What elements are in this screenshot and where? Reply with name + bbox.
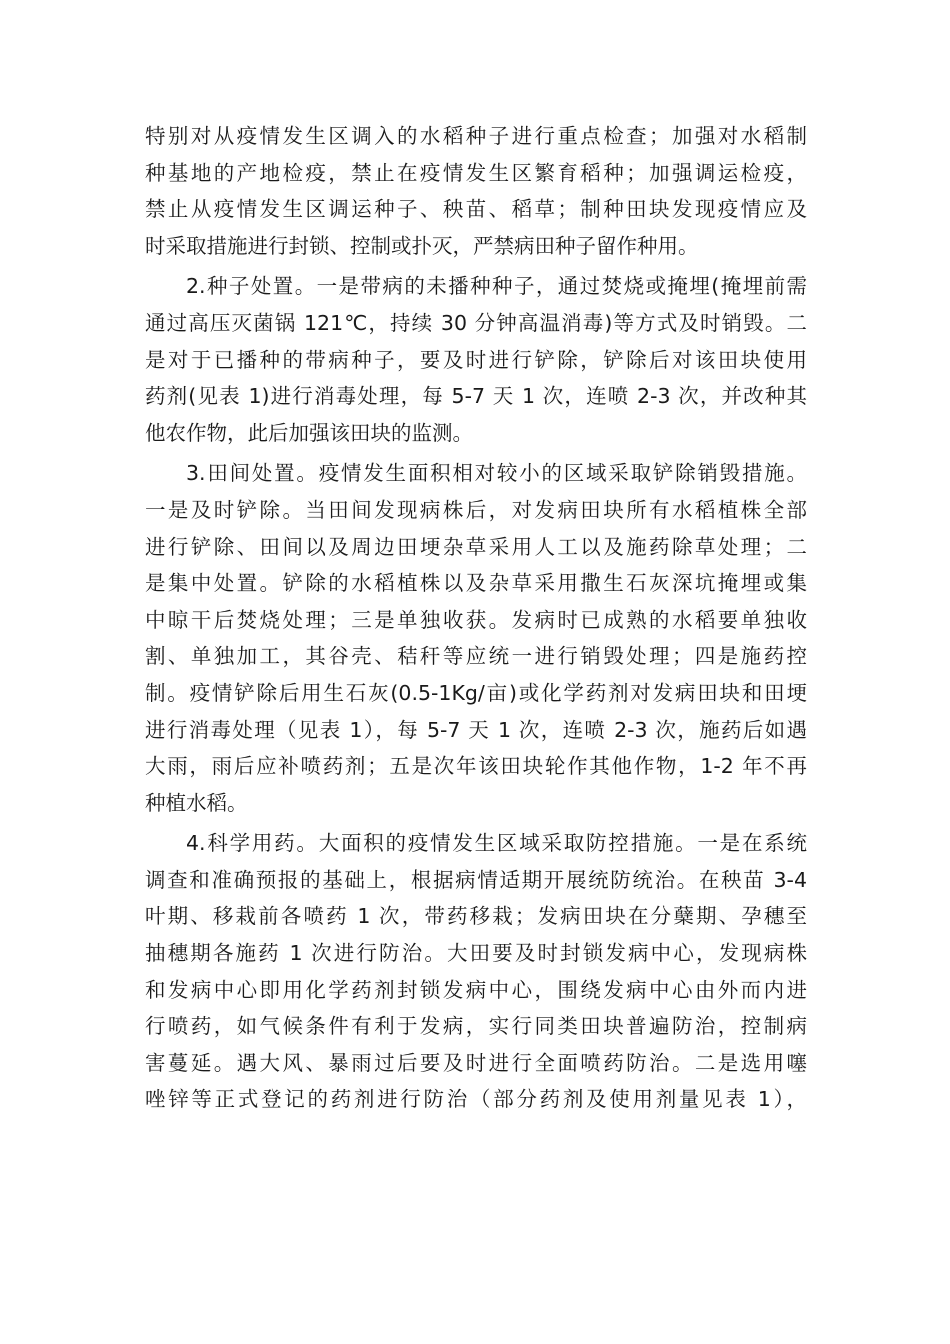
text-line: 4.科学用药。大面积的疫情发生区域采取防控措施。一是在系统 xyxy=(186,831,807,856)
text-line: 割、单独加工，其谷壳、秸秆等应统一进行销毁处理；四是施药控 xyxy=(145,644,807,669)
text-line: 抽穗期各施药 1 次进行防治。大田要及时封锁发病中心，发现病株 xyxy=(145,941,807,966)
paragraph-seed-disposal xyxy=(145,268,807,451)
paragraph-scientific-medication xyxy=(145,825,807,1118)
text-line: 通过高压灭菌锅 121℃，持续 30 分钟高温消毒)等方式及时销毁。二 xyxy=(145,310,807,335)
text-line: 唑锌等正式登记的药剂进行防治（部分药剂及使用剂量见表 1）， xyxy=(145,1087,807,1112)
text-line: 害蔓延。遇大风、暴雨过后要及时进行全面喷药防治。二是选用噻 xyxy=(145,1050,807,1075)
text-line: 2.种子处置。一是带病的未播种种子，通过焚烧或掩埋(掩埋前需 xyxy=(186,274,807,299)
text-line: 药剂(见表 1)进行消毒处理，每 5-7 天 1 次，连喷 2-3 次，并改种其 xyxy=(145,384,807,409)
text-line: 禁止从疫情发生区调运种子、秧苗、稻草；制种田块发现疫情应及 xyxy=(145,197,807,222)
text-line: 叶期、移栽前各喷药 1 次，带药移栽；发病田块在分蘖期、孕穗至 xyxy=(145,904,807,929)
text-line: 进行消毒处理（见表 1），每 5-7 天 1 次，连喷 2-3 次，施药后如遇 xyxy=(145,717,807,742)
text-line: 和发病中心即用化学药剂封锁发病中心，围绕发病中心由外而内进 xyxy=(145,977,807,1002)
paragraph-field-disposal xyxy=(145,455,807,821)
text-line: 制。疫情铲除后用生石灰(0.5-1Kg/亩)或化学药剂对发病田块和田埂 xyxy=(145,680,807,705)
text-line: 中晾干后焚烧处理；三是单独收获。发病时已成熟的水稻要单独收 xyxy=(145,607,807,632)
text-line: 大雨，雨后应补喷药剂；五是次年该田块轮作其他作物，1-2 年不再 xyxy=(145,754,807,779)
text-line: 进行铲除、田间以及周边田埂杂草采用人工以及施药除草处理；二 xyxy=(145,534,807,559)
text-line: 种基地的产地检疫，禁止在疫情发生区繁育稻种；加强调运检疫， xyxy=(145,160,807,185)
text-line: 特别对从疫情发生区调入的水稻种子进行重点检查；加强对水稻制 xyxy=(145,124,807,148)
text-line: 调查和准确预报的基础上，根据病情适期开展统防统治。在秧苗 3-4 xyxy=(145,867,807,892)
text-line: 种植水稻。 xyxy=(145,790,248,815)
text-line: 3.田间处置。疫情发生面积相对较小的区域采取铲除销毁措施。 xyxy=(186,461,807,486)
document-page xyxy=(145,118,807,1118)
paragraph-quarantine-continued xyxy=(145,118,807,264)
text-line: 一是及时铲除。当田间发现病株后，对发病田块所有水稻植株全部 xyxy=(145,497,807,522)
text-line: 行喷药，如气候条件有利于发病，实行同类田块普遍防治，控制病 xyxy=(145,1014,807,1039)
text-line: 时采取措施进行封锁、控制或扑灭，严禁病田种子留作种用。 xyxy=(145,233,699,258)
text-line: 他农作物，此后加强该田块的监测。 xyxy=(145,420,473,445)
text-line: 是对于已播种的带病种子，要及时进行铲除，铲除后对该田块使用 xyxy=(145,347,807,372)
text-line: 是集中处置。铲除的水稻植株以及杂草采用撒生石灰深坑掩埋或集 xyxy=(145,571,807,596)
